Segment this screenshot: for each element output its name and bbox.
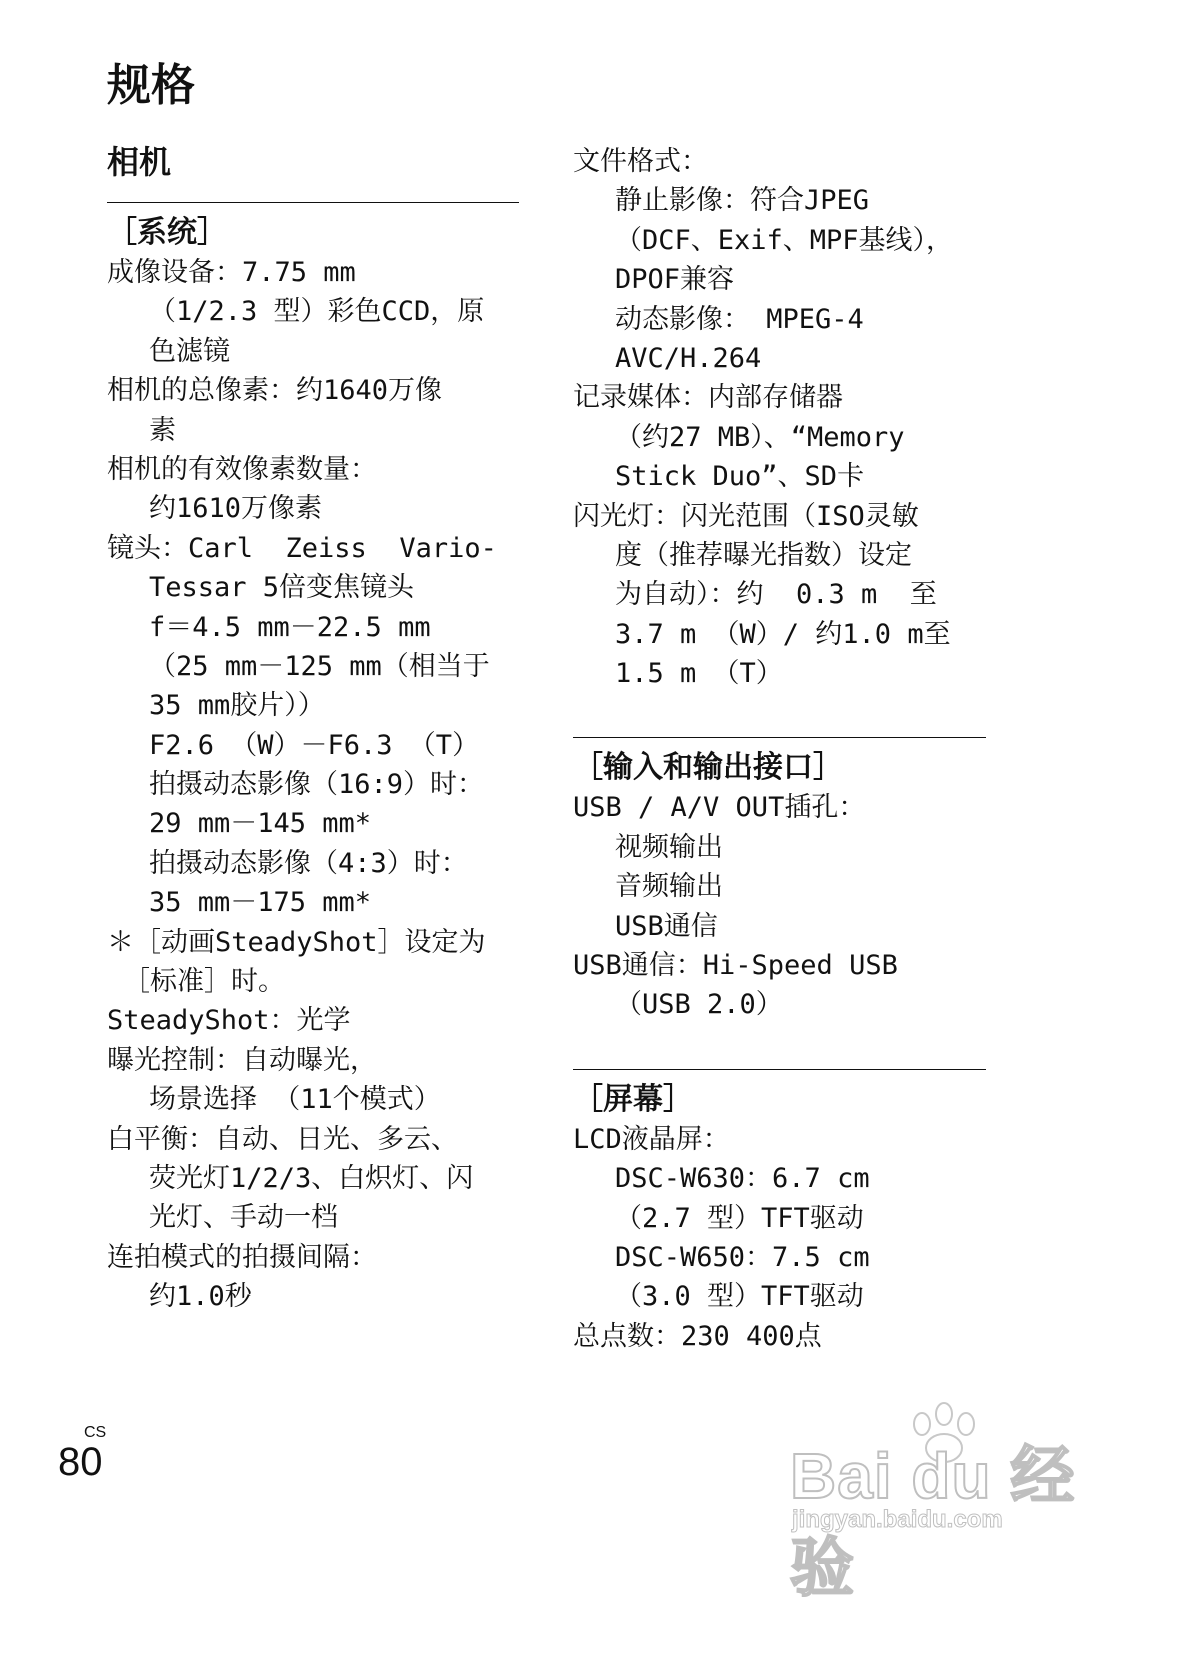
left-column	[107, 142, 519, 1317]
spec-line: DSC-W630：6.7 cm	[615, 1163, 870, 1195]
spec-line: SteadyShot：光学	[107, 1005, 351, 1037]
spec-line: LCD液晶屏：	[573, 1123, 730, 1155]
spec-line: （3.0 型）TFT驱动	[615, 1281, 864, 1313]
spec-line: USB通信	[615, 910, 718, 942]
camera-heading: 相机	[107, 143, 172, 181]
section-rule	[573, 1069, 986, 1070]
spec-line: F2.6 （W）－F6.3 （T）	[149, 729, 480, 761]
spec-line: 色滤镜	[149, 335, 230, 367]
spec-line: 拍摄动态影像（4:3）时：	[149, 847, 468, 879]
spec-line: （USB 2.0）	[615, 989, 783, 1021]
spec-line: 视频输出	[615, 831, 723, 863]
spec-line: 光灯、手动一档	[149, 1202, 338, 1234]
spec-line: 总点数：230 400点	[573, 1320, 822, 1352]
spec-line: 素	[149, 414, 176, 446]
spec-line: 记录媒体：内部存储器	[573, 382, 843, 414]
spec-line: 荧光灯1/2/3、白炽灯、闪	[149, 1162, 474, 1194]
spec-line: 度（推荐曝光指数）设定	[615, 539, 912, 571]
right-column	[573, 142, 986, 1356]
spec-line: 曝光控制：自动曝光，	[107, 1044, 377, 1076]
spec-line: 静止影像：符合JPEG	[615, 185, 870, 217]
spec-line: 3.7 m （W）/ 约1.0 m至	[615, 618, 951, 650]
section-rule	[573, 737, 986, 738]
spec-line: （1/2.3 型）彩色CCD，原	[149, 296, 485, 328]
spec-line: 场景选择 （11个模式）	[149, 1084, 441, 1116]
spec-line: （2.7 型）TFT驱动	[615, 1202, 864, 1234]
spec-line: 音频输出	[615, 871, 723, 903]
spec-line: DPOF兼容	[615, 264, 735, 296]
spec-line: 29 mm－145 mm*	[149, 808, 372, 840]
watermark-url: jingyan.baidu.com	[792, 1506, 1003, 1533]
spec-line: Stick Duo”、SD卡	[615, 461, 865, 493]
spec-line: 成像设备：7.75 mm	[107, 257, 356, 288]
spec-line: 相机的有效像素数量：	[107, 453, 377, 485]
spec-line: 35 mm胶片））	[149, 690, 325, 722]
watermark-logo: Bai du 经验	[790, 1440, 1076, 1604]
format-media-flash-spec-list	[573, 142, 986, 693]
baidu-watermark	[780, 1400, 1080, 1604]
spec-line: （25 mm－125 mm（相当于	[149, 650, 490, 682]
spec-line: 约1610万像素	[149, 493, 323, 525]
spec-line: （DCF、Exif、MPF基线），	[615, 224, 954, 256]
spec-line: 35 mm－175 mm*	[149, 887, 372, 919]
section-system: ［系统］	[107, 215, 227, 250]
language-code: CS	[84, 1424, 107, 1441]
spec-line: ＊［动画SteadyShot］设定为	[107, 926, 486, 958]
spec-line: 1.5 m （T）	[615, 658, 783, 690]
spec-line: 为自动）：约 0.3 m 至	[615, 579, 937, 611]
spec-line: 白平衡：自动、日光、多云、	[107, 1123, 458, 1155]
spec-line: 连拍模式的拍摄间隔：	[107, 1241, 377, 1273]
system-spec-list	[107, 253, 519, 1317]
spec-line: ［标准］时。	[123, 966, 285, 998]
page-number: 80	[58, 1440, 103, 1484]
spec-line: 闪光灯：闪光范围（ISO灵敏	[573, 500, 919, 532]
spec-line: 文件格式：	[573, 146, 708, 177]
spec-line: （约27 MB）、“Memory	[615, 421, 905, 453]
spec-line: AVC/H.264	[615, 342, 762, 374]
spec-line: DSC-W650：7.5 cm	[615, 1241, 870, 1273]
spec-line: 约1.0秒	[149, 1281, 252, 1313]
spec-line: 相机的总像素：约1640万像	[107, 375, 443, 407]
section-screen: ［屏幕］	[573, 1081, 693, 1117]
spec-line: USB / A/V OUT插孔：	[573, 792, 866, 824]
spec-line: 镜头：Carl Zeiss Vario-	[107, 532, 497, 564]
section-io: ［输入和输出接口］	[573, 750, 843, 786]
spec-line: 动态影像： MPEG-4	[615, 303, 864, 335]
spec-line: USB通信：Hi-Speed USB	[573, 950, 898, 982]
io-spec-list	[573, 788, 986, 1024]
page-title: 规格	[107, 60, 195, 111]
screen-spec-list	[573, 1120, 986, 1356]
spec-line: f＝4.5 mm－22.5 mm	[149, 611, 431, 643]
spec-line: 拍摄动态影像（16:9）时：	[149, 769, 485, 801]
spec-line: Tessar 5倍变焦镜头	[149, 572, 415, 604]
heading-rule	[107, 202, 519, 203]
page-marker	[58, 1424, 106, 1482]
